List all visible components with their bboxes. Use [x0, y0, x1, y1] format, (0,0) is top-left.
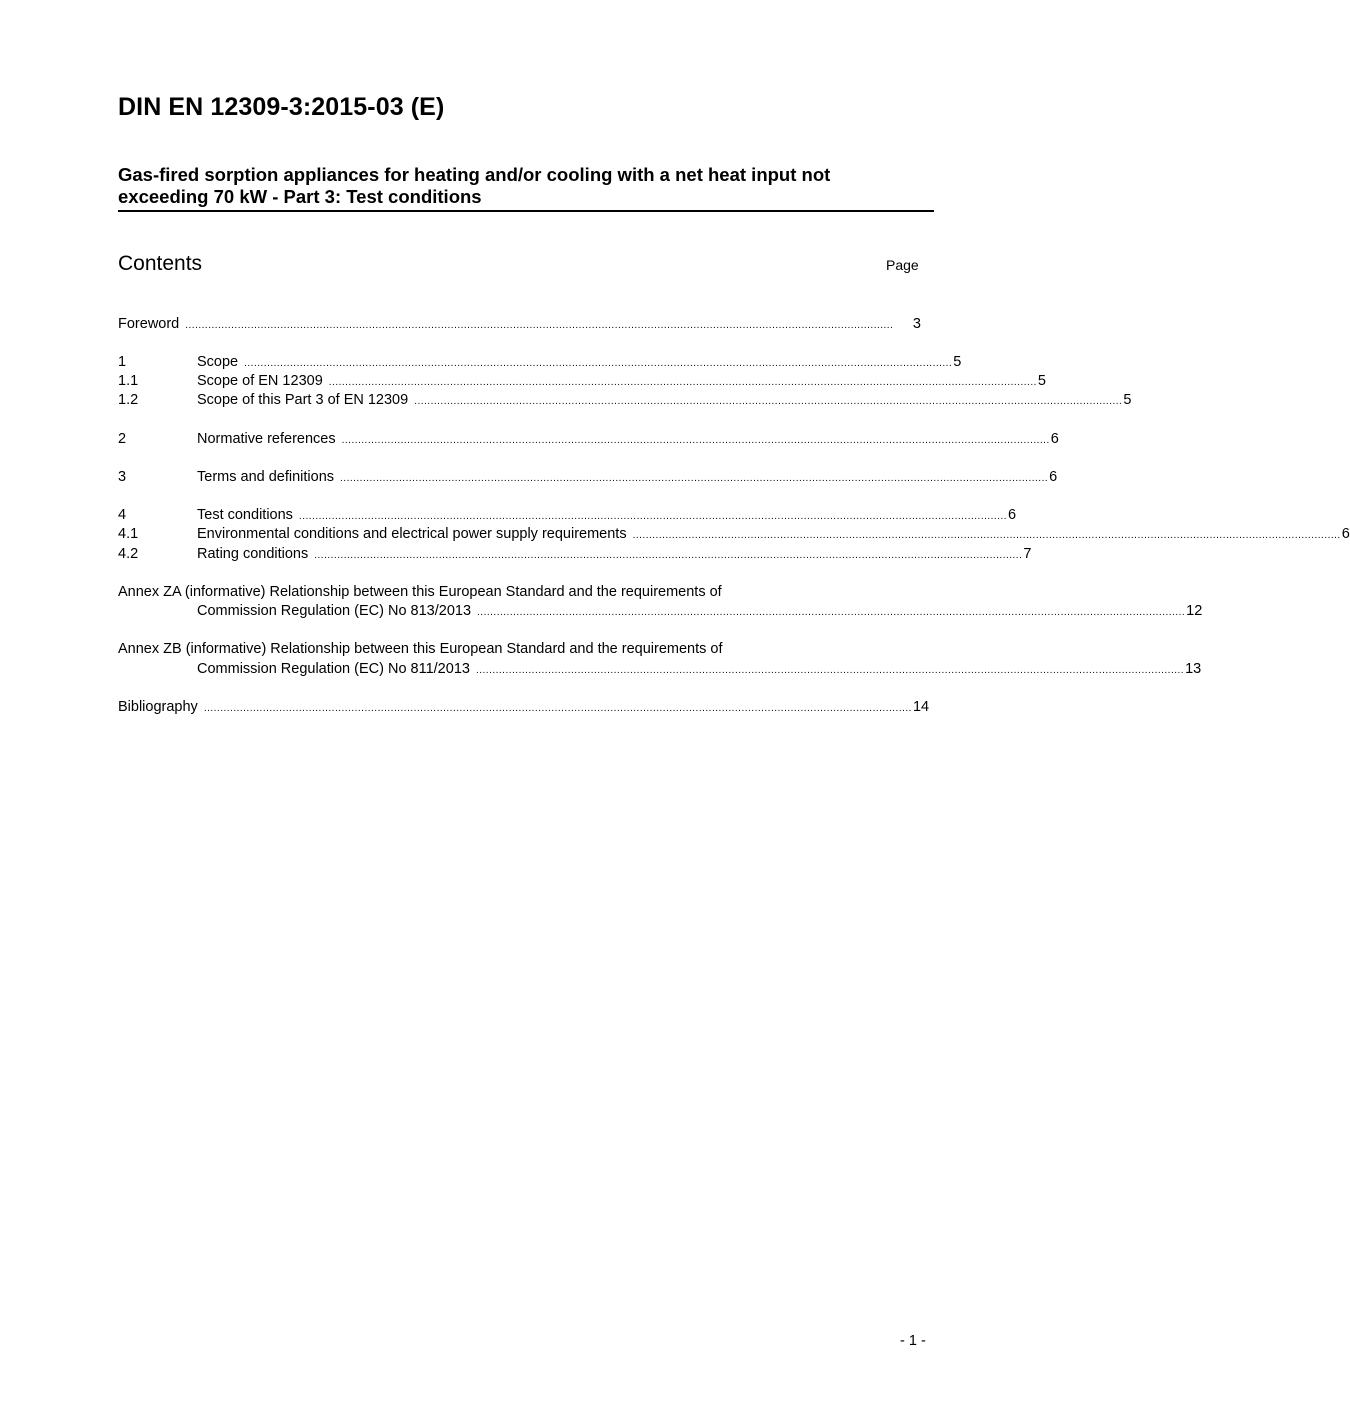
toc-entry-normative-references[interactable] — [118, 430, 1059, 449]
toc-page-number: 14 — [912, 699, 930, 715]
toc-label: Test conditions — [197, 507, 293, 523]
toc-leader-dots: ........................................................................................................................................................................................................................ — [477, 607, 1186, 618]
toc-entry-scope-of-en-12309[interactable] — [118, 372, 1046, 391]
toc-leader-dots: ........................................................................................................................................................................................................................ — [298, 511, 1008, 522]
toc-section-number: 2 — [118, 431, 127, 447]
document-id: DIN EN 12309-3:2015-03 (E) — [118, 93, 445, 121]
toc-leader-dots: ........................................................................................................................................................................................................................ — [328, 377, 1037, 388]
toc-leader-dots: ........................................................................................................................................................................................................................ — [185, 320, 894, 331]
toc-label: Scope of EN 12309 — [197, 373, 323, 389]
document-title — [118, 164, 918, 208]
toc-label: Foreword — [118, 316, 180, 332]
toc-entry-annex-za-line-1[interactable]: Annex ZA (informative) Relationship between this European Standard and the requirements of — [118, 584, 722, 600]
toc-label: Commission Regulation (EC) No 811/2013 — [197, 661, 470, 677]
toc-leader-dots: ........................................................................................................................................................................................................................ — [475, 665, 1185, 676]
toc-label: Scope of this Part 3 of EN 12309 — [197, 392, 409, 408]
toc-section-number: 1 — [118, 354, 127, 370]
toc-entry-terms-and-definitions[interactable] — [118, 468, 1058, 487]
title-line-2: exceeding 70 kW - Part 3: Test conditions — [118, 186, 482, 207]
toc-entry-annex-zb[interactable] — [197, 660, 1202, 679]
toc-page-number: 5 — [1123, 392, 1132, 408]
toc-page-number: 5 — [1037, 373, 1046, 389]
toc-entry-bibliography[interactable] — [118, 698, 930, 717]
toc-label: Commission Regulation (EC) No 813/2013 — [197, 603, 472, 619]
toc-page-number: 6 — [1050, 431, 1059, 447]
toc-page-number: 5 — [953, 354, 962, 370]
toc-label: Rating conditions — [197, 546, 309, 562]
toc-entry-rating-conditions[interactable] — [118, 545, 1032, 564]
toc-page-number: 7 — [1023, 546, 1032, 562]
toc-label: Bibliography — [118, 699, 198, 715]
toc-entry-annex-zb-line-1[interactable]: Annex ZB (informative) Relationship between this European Standard and the requirements of — [118, 641, 723, 657]
toc-label: Environmental conditions and electrical power supply requirements — [197, 526, 627, 542]
toc-leader-dots: ........................................................................................................................................................................................................................ — [341, 435, 1050, 446]
toc-label: Scope — [197, 354, 239, 370]
toc-section-number: 1.1 — [118, 373, 139, 389]
toc-page-number: 12 — [1186, 603, 1203, 619]
toc-label: Terms and definitions — [197, 469, 335, 485]
footer-page-number: - 1 - — [900, 1333, 926, 1349]
toc-page-number: 6 — [1008, 507, 1017, 523]
toc-leader-dots: ........................................................................................................................................................................................................................ — [244, 358, 953, 369]
title-line-1: Gas-fired sorption appliances for heating and/or cooling with a net heat input not — [118, 164, 831, 185]
toc-page-number: 13 — [1185, 661, 1202, 677]
toc-page-number: 3 — [912, 316, 921, 332]
toc-section-number: 4.2 — [118, 546, 139, 562]
toc-page-number: 6 — [1049, 469, 1058, 485]
toc-entry-annex-za[interactable] — [197, 602, 1203, 621]
toc-entry-environmental-conditions[interactable] — [118, 525, 1350, 544]
title-divider — [118, 210, 934, 212]
toc-leader-dots: ........................................................................................................................................................................................................................ — [340, 473, 1049, 484]
toc-section-number: 4.1 — [118, 526, 139, 542]
toc-entry-scope[interactable] — [118, 353, 962, 372]
toc-leader-dots: ........................................................................................................................................................................................................................ — [203, 703, 912, 714]
toc-section-number: 4 — [118, 507, 127, 523]
toc-section-number: 1.2 — [118, 392, 139, 408]
toc-leader-dots: ........................................................................................................................................................................................................................ — [414, 396, 1123, 407]
toc-entry-scope-of-part-3[interactable] — [118, 391, 1132, 410]
toc-leader-dots: ........................................................................................................................................................................................................................ — [632, 530, 1341, 541]
toc-leader-dots: ........................................................................................................................................................................................................................ — [314, 550, 1023, 561]
toc-entry-foreword[interactable] — [118, 315, 921, 334]
toc-label: Normative references — [197, 431, 336, 447]
toc-section-number: 3 — [118, 469, 127, 485]
page-column-heading: Page — [886, 257, 919, 273]
contents-heading: Contents — [118, 252, 203, 275]
toc-entry-test-conditions[interactable] — [118, 506, 1017, 525]
toc-page-number: 6 — [1341, 526, 1350, 542]
